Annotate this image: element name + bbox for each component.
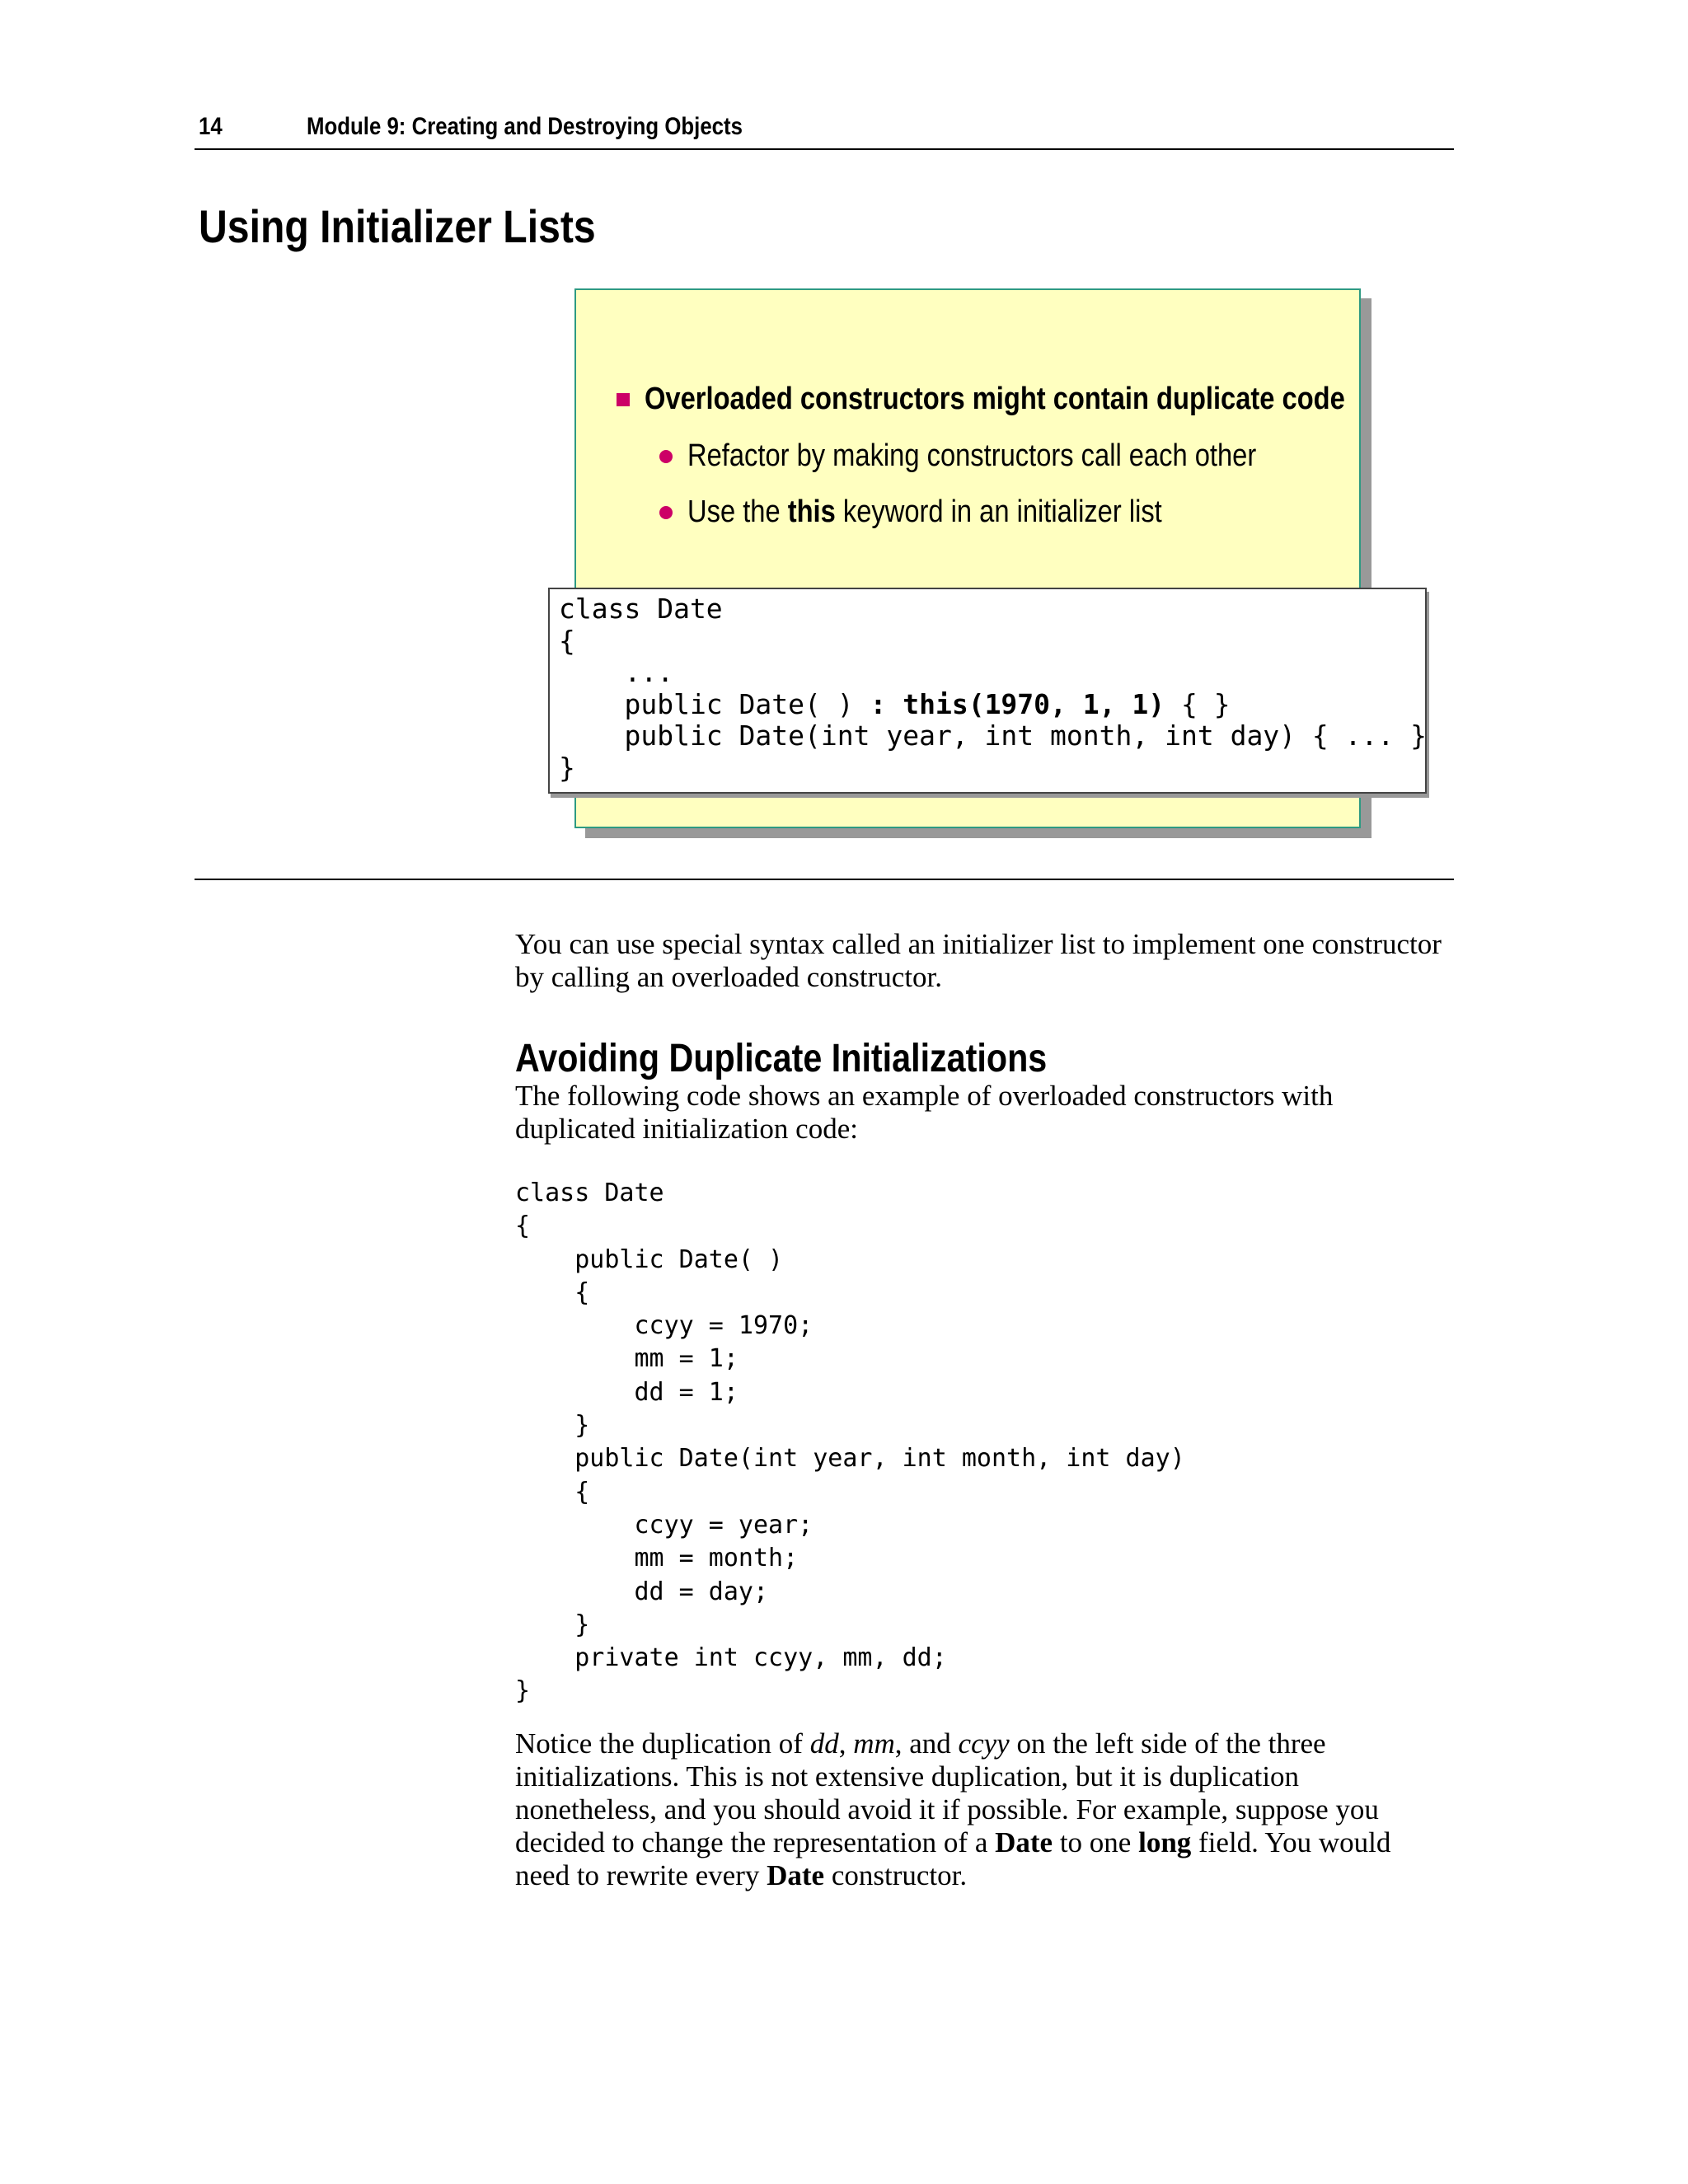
square-bullet-icon [617,393,630,406]
slide-sub-bullet-2 [659,494,1240,530]
slide-bullet-main [617,382,1459,417]
slide-code: class Date { ... public Date( ) : this(1970, 1, 1) { } public Date(int year, int month, int day) { ... } } [559,593,1427,784]
header-rule [195,148,1454,150]
section-intro: The following code shows an example of overloaded constructors with duplicated initialization code: [515,1080,1334,1145]
round-bullet-icon [659,506,673,519]
bullet-text: Use the this keyword in an initializer list [687,494,1162,529]
slide-bottom-rule [195,879,1454,880]
slide-sub-bullet-1 [659,438,1349,474]
section-heading: Avoiding Duplicate Initializations [515,1037,1048,1080]
example-code: class Date { public Date( ) { ccyy = 1970; mm = 1; dd = 1; } public Date(int year, int month, int day) { ccyy = year; mm = month; dd = day; } private int ccyy, mm, dd; } [515,1179,1185,1706]
page-number: 14 [199,113,223,140]
page-title: Using Initializer Lists [199,200,596,252]
bullet-text: Overloaded constructors might contain duplicate code [645,382,1345,416]
round-bullet-icon [659,450,673,463]
running-header: Module 9: Creating and Destroying Objects [307,113,743,140]
intro-paragraph: You can use special syntax called an initializer list to implement one constructor by calling an overloaded constructor. [515,928,1442,993]
notice-paragraph: Notice the duplication of dd, mm, and ccyy on the left side of the three initializations. This is not extensive duplication, but it is duplication nonetheless, and you should avoid it if possible. For example, suppose you decided to change the representation of a Date to one long field. You would need to rewrite every Date constructor. [515,1727,1391,1891]
bullet-text: Refactor by making constructors call each other [687,438,1257,473]
